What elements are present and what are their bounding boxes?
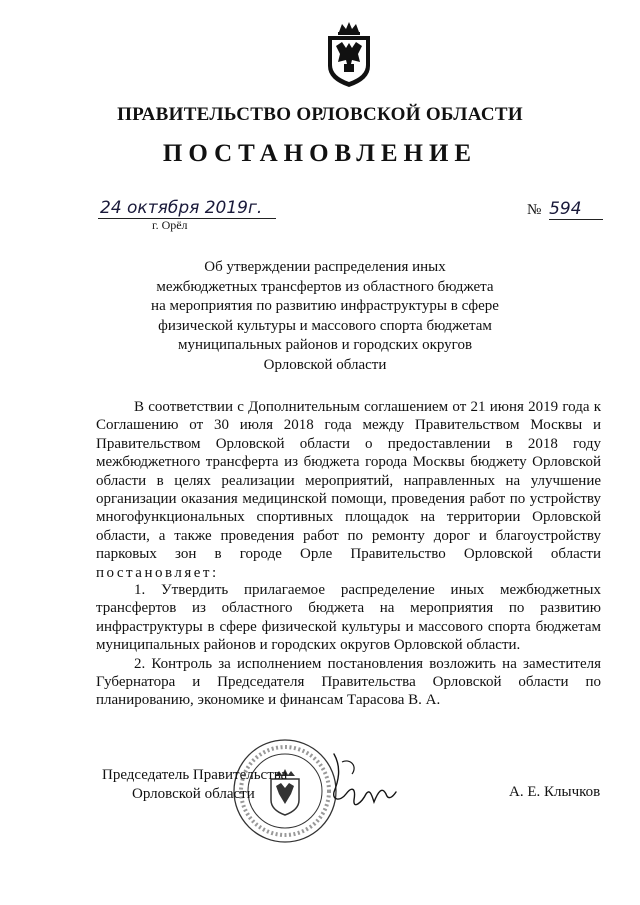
signatory-position <box>102 766 287 804</box>
signatory-name: А. Е. Клычков <box>509 784 601 800</box>
number-label: № <box>527 202 542 218</box>
orel-coat-of-arms-icon <box>322 22 376 88</box>
subject-line: физической культуры и массового спорта бюджетам <box>158 317 492 334</box>
document-date: 24 октября 2019г. <box>100 198 263 218</box>
resolves-word: постановляет: <box>96 564 219 581</box>
handwritten-signature-icon <box>328 748 398 820</box>
resolution-items <box>96 581 601 710</box>
subject-line: муниципальных районов и городских округов <box>177 337 473 353</box>
preamble <box>96 398 601 582</box>
position-line: Председатель Правительства <box>102 767 288 783</box>
preamble-text: В соответствии с Дополнительным соглашением от 21 июня 2019 года к Соглашению от 30 июля 2018 года между Правительством Москвы и Правительством Орловской области о предоставлении в 2018 году межбюджетного трансферта из бюджета города Москвы бюджету Орловской области в целях реализации мероприятий, направленных на улучшение организации оказания медицинской помощи, проведения работ по устройству многофункциональных спортивных площадок на территории Орловской области, а также проведения работ по ремонту дорог и благоустройству парковых зон в городе Орле Правительство Орловской области <box>96 399 601 563</box>
resolution-item: 2. Контроль за исполнением постановления возложить на заместителя Губернатора и Председателя Правительства Орловской области по планированию, экономике и финансам Тарасова В. А. <box>96 655 601 709</box>
document-type: ПОСТАНОВЛЕНИЕ <box>162 140 478 167</box>
resolution-item: 1. Утвердить прилагаемое распределение иных межбюджетных трансфертов из областного бюджета на мероприятия по развитию инфраструктуры в сфере физической культуры и массового спорта бюджетам муниципальных районов и городских округов Орловской области. <box>96 582 601 654</box>
subject-line: Об утверждении распределения иных <box>204 259 446 275</box>
subject-line: на мероприятия по развитию инфраструктуры в сфере <box>151 298 499 314</box>
position-line: Орловской области <box>132 786 255 802</box>
document-subject <box>120 258 530 375</box>
government-title: ПРАВИТЕЛЬСТВО ОРЛОВСКОЙ ОБЛАСТИ <box>117 104 523 125</box>
document-number <box>527 199 603 220</box>
subject-line: межбюджетных трансфертов из областного бюджета <box>156 278 494 295</box>
city: г. Орёл <box>152 218 188 232</box>
number-value: 594 <box>549 199 603 220</box>
preamble-paragraph <box>96 398 601 582</box>
subject-line: Орловской области <box>263 356 387 373</box>
